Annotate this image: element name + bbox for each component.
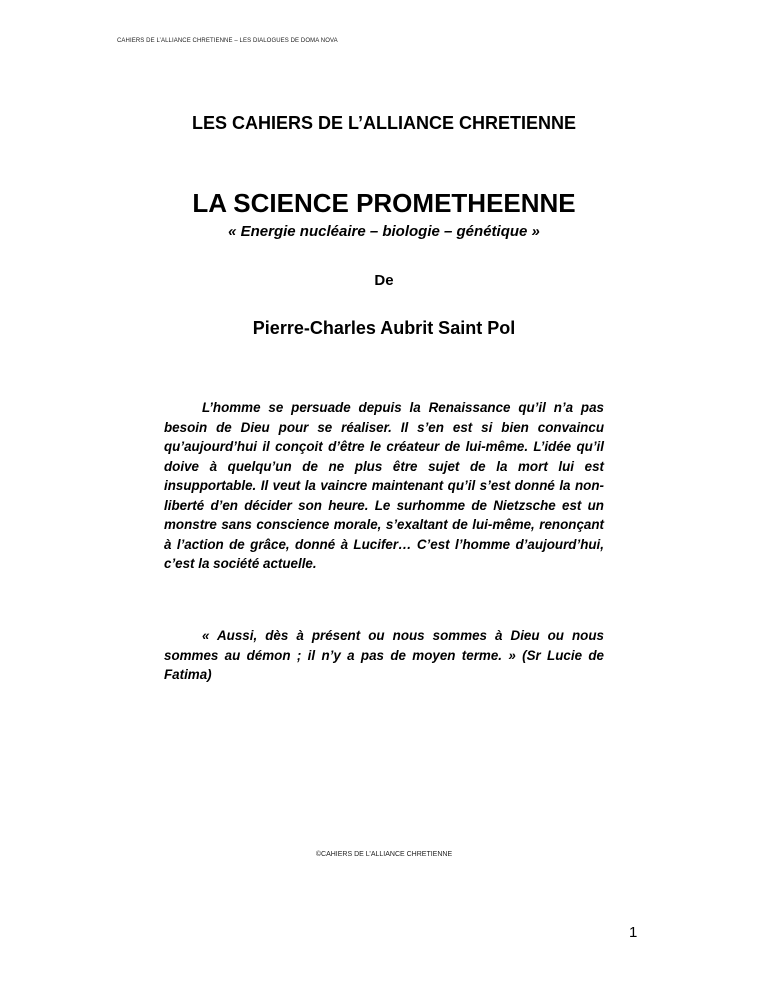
document-title: LA SCIENCE PROMETHEENNE [192, 188, 576, 218]
quote-paragraph: « Aussi, dès à présent ou nous sommes à Dieu ou nous sommes au démon ; il n’y a pas de moyen terme. » (Sr Lucie de Fatima) [164, 628, 604, 682]
by-line: De [374, 272, 394, 289]
running-header: CAHIERS DE L’ALLIANCE CHRETIENNE – LES DIALOGUES DE DOMA NOVA [117, 38, 338, 44]
author-name: Pierre-Charles Aubrit Saint Pol [252, 318, 516, 338]
copyright-footer: ©CAHIERS DE L’ALLIANCE CHRETIENNE [315, 851, 453, 858]
document-subtitle: « Energie nucléaire – biologie – génétique » [228, 223, 540, 240]
epigraph-paragraph: L’homme se persuade depuis la Renaissance qu’il n’a pas besoin de Dieu pour se réaliser. Il s’en est si bien convaincu qu’aujourd’hui il conçoit d’être le créateur de lui-même. L’idée qu’il doive à quelqu’un de ne plus être sujet de la mort lui est insupportable. Il veut la vaincre maintenant qu’il s’est donné la non-liberté d’en décider son heure. Le surhomme de Nietzsche est un monstre sans conscience morale, s’exaltant de lui-même, renonçant à l’action de grâce, donné à Lucifer… C’est l’homme d’aujourd’hui, c’est la société actuelle. [164, 400, 604, 571]
series-title: LES CAHIERS DE L’ALLIANCE CHRETIENNE [191, 113, 577, 133]
page-number: 1 [629, 924, 638, 941]
